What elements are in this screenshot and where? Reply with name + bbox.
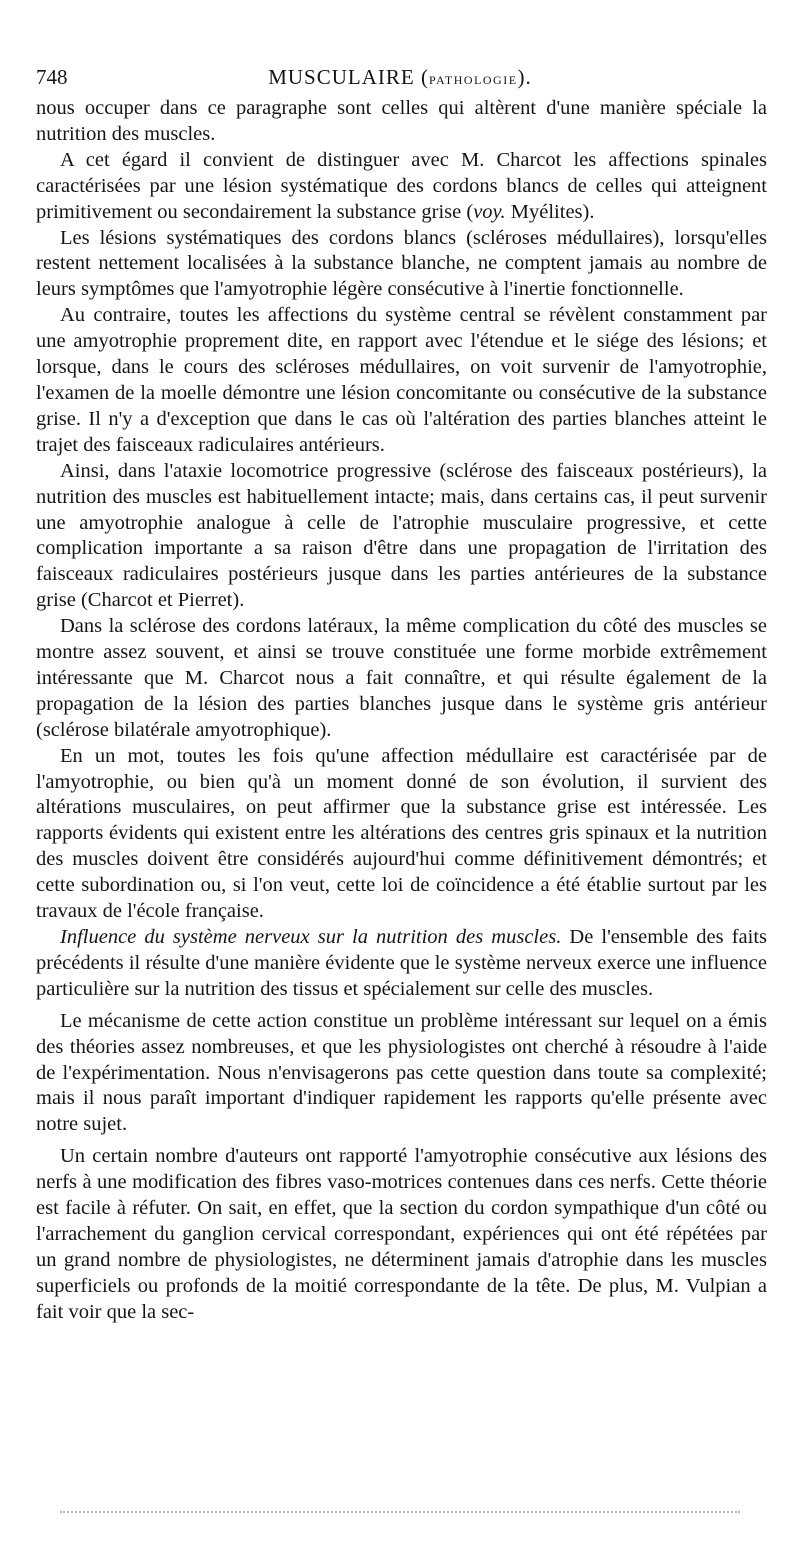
paragraph-systematic-lesions: Les lésions systématiques des cordons blancs (scléroses médullaires), lorsqu'elles restent nettement localisées à la substance blanche, ne comptent jamais au nombre de leurs symptômes que l'amyotrophie légère consécutive à l'inertie fonctionnelle. (36, 226, 767, 301)
page-header (36, 62, 764, 92)
footer-rule (60, 1511, 740, 1513)
running-title-close: ). (517, 65, 532, 89)
paragraph-ataxie: Ainsi, dans l'ataxie locomotrice progressive (sclérose des faisceaux postérieurs), la nutrition des muscles est habituellement intacte; mais, dans certains cas, il peut survenir une amyotrophie analogue à celle de l'atrophie musculaire progressive, et cette complication importante a sa raison d'être dans une propagation de l'irritation des faisceaux radiculaires postérieurs jusque dans les parties antérieures de la substance grise (Charcot et Pierret). (36, 459, 767, 612)
running-title-sub: PATHOLOGIE (428, 73, 518, 87)
paragraph-charcot-distinction (36, 148, 767, 226)
paragraph-text: De l'ensemble des faits précédents il résulte d'une manière évidente que le système nerveux exerce une influence particulière sur la nutrition des tissus et spécialement sur celle des muscles. (36, 926, 767, 1000)
running-title-open: ( (414, 65, 429, 89)
paragraph-vaso-motor-theory: Un certain nombre d'auteurs ont rapporté l'amyotrophie consécutive aux lésions des nerfs à une modification des fibres vaso-motrices contenues dans ces nerfs. Cette théorie est facile à réfuter. On sait, en effet, que la section du cordon sympathique d'un côté ou l'arrachement du ganglion cervical correspondant, expériences qui ont été répétées par un grand nombre de physiologistes, ne déterminent jamais d'atrophie dans les muscles superficiels ou profonds de la moitié correspondante de la tête. De plus, M. Vulpian a fait voir que la sec- (36, 1145, 767, 1323)
paragraph-lateral-sclerosis: Dans la sclérose des cordons latéraux, la même complication du côté des muscles se montre assez souvent, et ainsi se trouve constituée une forme morbide extrêmement intéressante que M. Charcot nous a fait connaître, et qui résulte également de la propagation de la lésion des parties blanches jusque dans le système gris antérieur (sclérose bilatérale amyotrophique). (36, 615, 767, 741)
running-title-main: MUSCULAIRE (268, 65, 415, 89)
section-heading-italic: Influence du système nerveux sur la nutrition des muscles. (60, 926, 562, 948)
paragraph-influence (36, 925, 767, 1003)
page-number: 748 (36, 65, 68, 89)
running-title (36, 62, 764, 95)
paragraph-continuation: nous occuper dans ce paragraphe sont celles qui altèrent d'une manière spéciale la nutrition des muscles. (36, 97, 767, 145)
body-text (36, 96, 767, 1326)
paragraph-central-system: Au contraire, toutes les affections du système central se révèlent constamment par une amyotrophie proprement dite, en rapport avec l'étendue et le siége des lésions; et lorsque, dans le cours des scléroses médullaires, on voit survenir de l'amyotrophie, l'examen de la moelle démontre une lésion concomitante ou consécutive de la substance grise. Il n'y a d'exception que dans le cas où l'altération des parties blanches atteint le trajet des faisceaux radiculaires antérieurs. (36, 304, 767, 456)
paragraph-text-end: Myélites). (505, 200, 595, 223)
paragraph-mecanisme: Le mécanisme de cette action constitue un problème intéressant sur lequel on a émis des théories assez nombreuses, et que les physiologistes ont cherché à résoudre à l'aide de l'expérimentation. Nous n'envisagerons pas cette question dans toute sa complexité; mais il nous paraît important d'indiquer rapidement les rapports qu'elle présente avec notre sujet. (36, 1009, 767, 1136)
voy-abbrev: voy. (473, 200, 506, 223)
paragraph-text: A cet égard il convient de distinguer avec M. Charcot les affections spinales caractérisées par une lésion systématique des cordons blancs de celles qui atteignent primitivement ou secondairement la substance grise ( (36, 148, 767, 223)
paragraph-en-un-mot: En un mot, toutes les fois qu'une affection médullaire est caractérisée par de l'amyotrophie, ou bien qu'à un moment donné de son évolution, il survient des altérations musculaires, on peut affirmer que la substance grise est intéressée. Les rapports évidents qui existent entre les altérations des centres gris spinaux et la nutrition des muscles doivent être considérés aujourd'hui comme définitivement démontrés; et cette subordination ou, si l'on veut, cette loi de coïncidence a été établie surtout par les travaux de l'école française. (36, 744, 767, 923)
